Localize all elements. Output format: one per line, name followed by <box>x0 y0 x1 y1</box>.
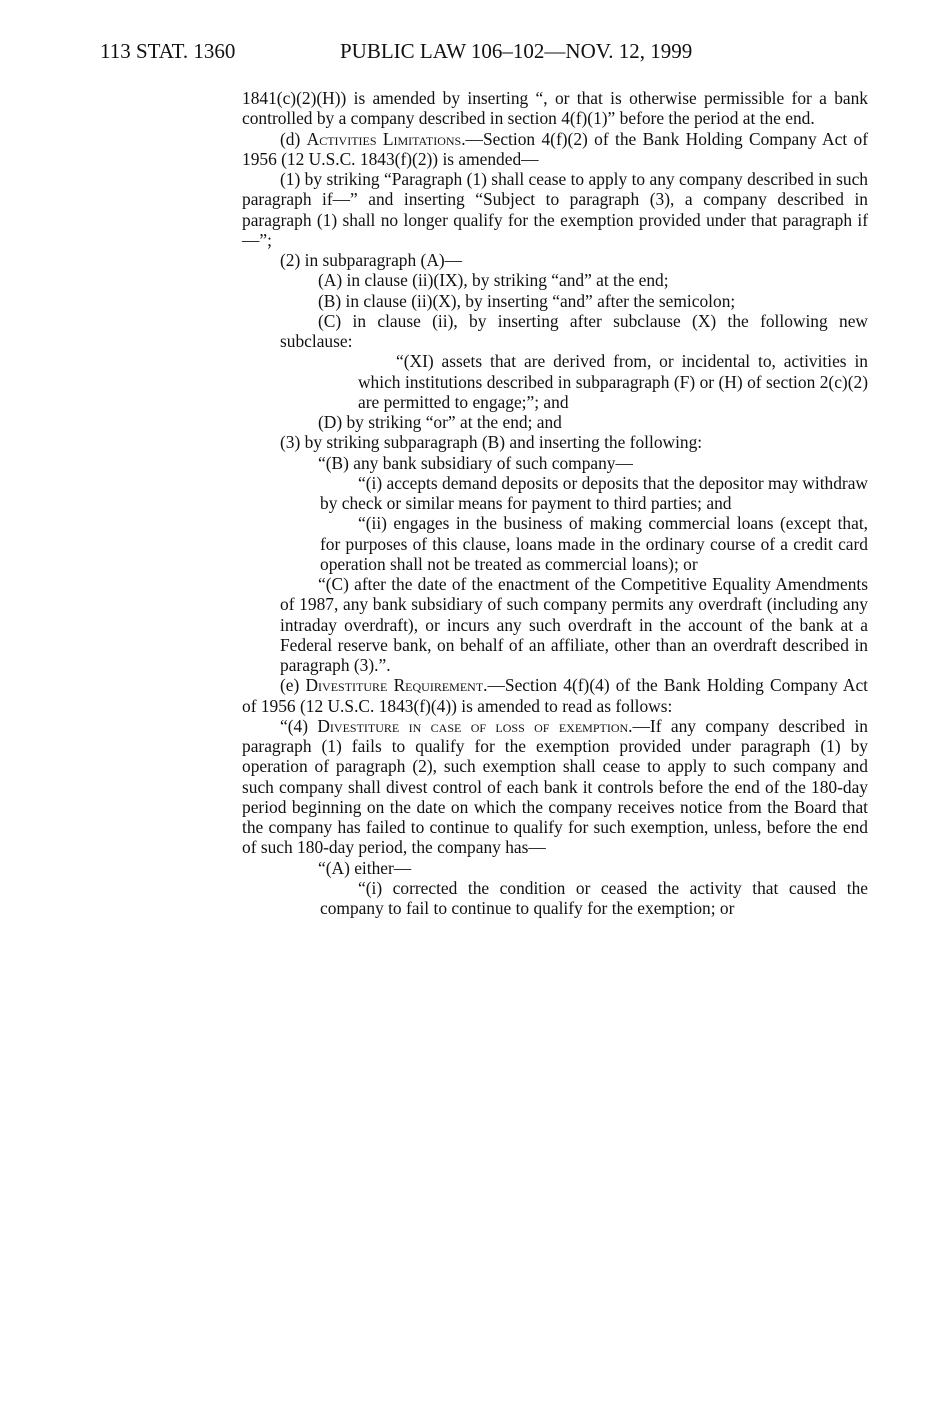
quoted-clause-i: “(i) accepts demand deposits or deposits that the depositor may withdraw by check or similar means for payment to third parties; and <box>320 472 868 513</box>
quoted-clause-ii: “(ii) engages in the business of making commercial loans (except that, for purposes of this clause, loans made in the ordinary course of a credit card operation shall not be treated as commercial loans); or <box>320 513 868 574</box>
statute-citation: 113 STAT. 1360 <box>100 39 236 63</box>
subparagraph-d2A: (A) in clause (ii)(IX), by striking “and” at the end; <box>318 270 669 291</box>
running-head <box>100 36 860 66</box>
paragraph-4-number: “(4) <box>280 715 318 736</box>
subsection-d <box>242 129 868 170</box>
paragraph-d1: (1) by striking “Paragraph (1) shall cease to apply to any company described in such paragraph if—” and inserting “Subject to paragraph (3), a company described in paragraph (1) shall no longer qualify for the exemption provided under that paragraph if—”; <box>242 169 868 250</box>
subsection-e <box>242 675 868 716</box>
subsection-e-heading: Divestiture Requirement. <box>305 675 488 696</box>
subsection-d-text: —Section 4(f)(2) of the Bank Holding Company Act of 1956 (12 U.S.C. 1843(f)(2)) is amended— <box>242 128 868 169</box>
paragraph-4-heading: Divestiture in case of loss of exemption. <box>317 715 633 736</box>
subparagraph-d2D: (D) by striking “or” at the end; and <box>318 412 562 432</box>
subparagraph-d2B: (B) in clause (ii)(X), by inserting “and” after the semicolon; <box>318 290 736 311</box>
subclause-XI: “(XI) assets that are derived from, or incidental to, activities in which institutions described in subparagraph (F) or (H) of section 2(c)(2) are permitted to engage;”; and <box>358 351 868 412</box>
quoted-paragraph-4 <box>242 716 868 858</box>
paragraph-4-text: —If any company described in paragraph (1) fails to qualify for the exemption provided under paragraph (1) by operation of paragraph (2), such exemption shall cease to apply to such company and such company shall divest control of each bank it controls before the end of the 180-day period beginning on the date on which the company receives notice from the Board that the company has failed to continue to qualify for such exemption, unless, before the end of such 180-day period, the company has— <box>242 715 868 858</box>
paragraph-d3: (3) by striking subparagraph (B) and inserting the following: <box>280 432 703 453</box>
subsection-d-number: (d) <box>280 128 307 149</box>
subsection-d-heading: Activities Limitations. <box>306 128 466 149</box>
paragraph-d2: (2) in subparagraph (A)— <box>280 250 463 270</box>
subsection-e-number: (e) <box>280 675 306 696</box>
subsection-e-text: —Section 4(f)(4) of the Bank Holding Company Act of 1956 (12 U.S.C. 1843(f)(4)) is amended to read as follows: <box>242 675 868 716</box>
quoted-subparagraph-4A: “(A) either— <box>318 857 412 878</box>
quoted-clause-4A-i: “(i) corrected the condition or ceased the activity that caused the company to fail to continue to qualify for the exemption; or <box>320 877 868 918</box>
paragraph-continuation: 1841(c)(2)(H)) is amended by inserting “, or that is otherwise permissible for a bank controlled by a company described in section 4(f)(1)” before the period at the end. <box>242 88 868 129</box>
subparagraph-d2C: (C) in clause (ii), by inserting after subclause (X) the following new subclause: <box>280 310 868 351</box>
document-body <box>242 88 868 918</box>
quoted-subparagraph-B: “(B) any bank subsidiary of such company— <box>318 452 633 473</box>
quoted-subparagraph-C: “(C) after the date of the enactment of the Competitive Equality Amendments of 1987, any bank subsidiary of such company permits any overdraft (including any intraday overdraft), or incurs any such overdraft in the account of the bank at a Federal reserve bank, on behalf of an affiliate, other than an overdraft described in paragraph (3).”. <box>280 574 868 675</box>
public-law-citation: PUBLIC LAW 106–102—NOV. 12, 1999 <box>340 39 693 63</box>
